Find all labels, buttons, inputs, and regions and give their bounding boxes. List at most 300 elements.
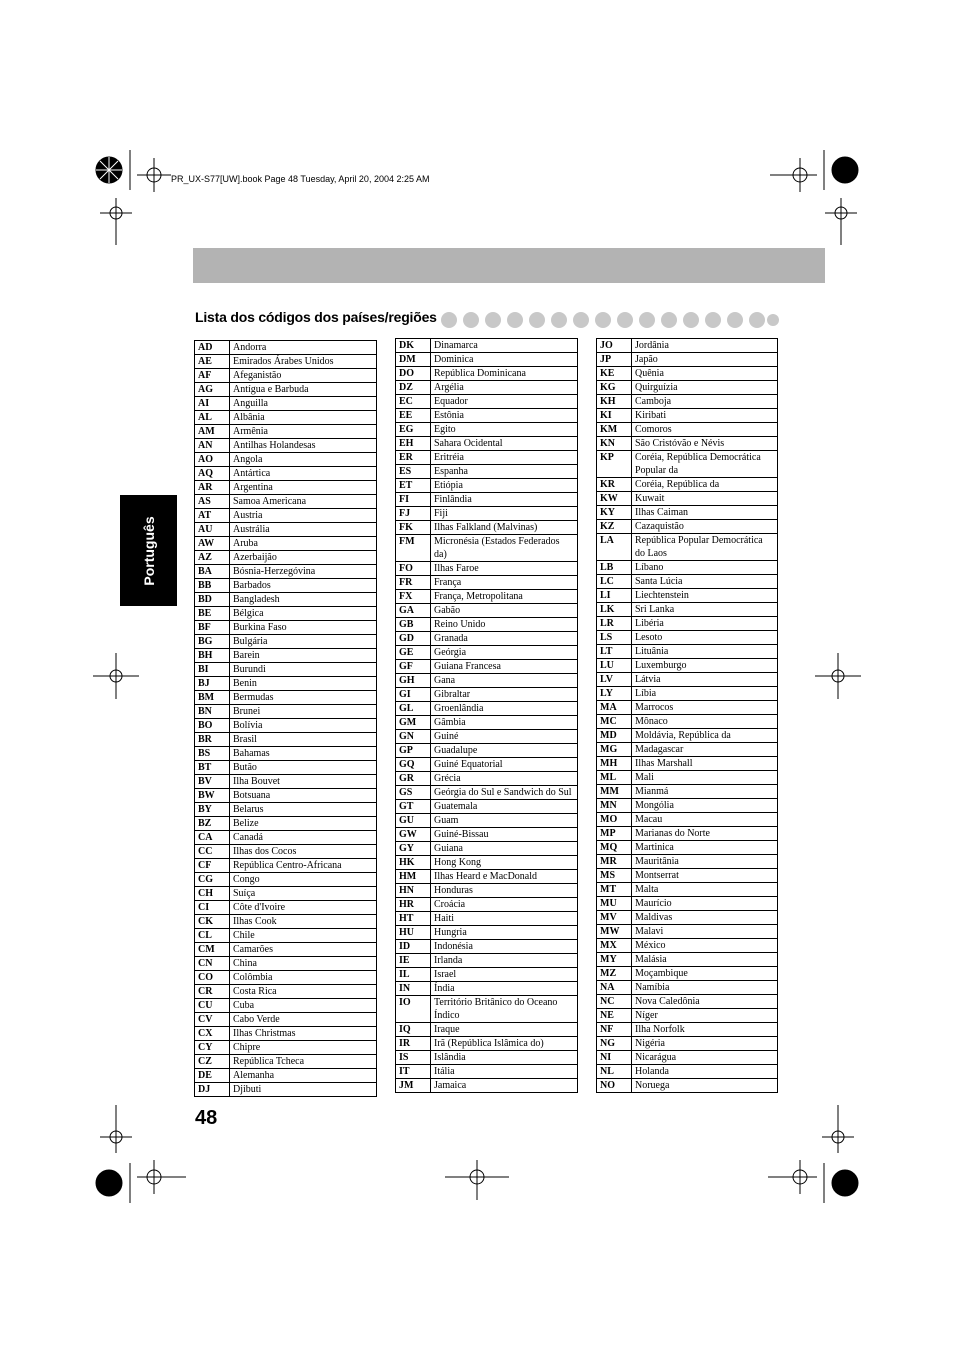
country-code: CR	[195, 985, 230, 999]
table-row	[396, 451, 578, 465]
table-row	[195, 537, 377, 551]
country-code: MC	[597, 715, 632, 729]
table-row	[597, 409, 778, 423]
table-row	[195, 789, 377, 803]
country-name: Guatemala	[431, 800, 578, 814]
country-name: Moçambique	[632, 967, 778, 981]
country-code: LU	[597, 659, 632, 673]
table-row	[396, 702, 578, 716]
country-name: Jordânia	[632, 339, 778, 353]
country-name: Ilhas Marshall	[632, 757, 778, 771]
country-name: Dinamarca	[431, 339, 578, 353]
table-row	[597, 869, 778, 883]
table-row	[396, 562, 578, 576]
country-name: Marrocos	[632, 701, 778, 715]
country-code: HN	[396, 884, 431, 898]
country-name: Malavi	[632, 925, 778, 939]
country-name: Butão	[230, 761, 377, 775]
table-row	[195, 677, 377, 691]
country-code: NE	[597, 1009, 632, 1023]
country-code: CX	[195, 1027, 230, 1041]
country-name: Kuwait	[632, 492, 778, 506]
country-code: KY	[597, 506, 632, 520]
country-name: Benin	[230, 677, 377, 691]
country-name: Cabo Verde	[230, 1013, 377, 1027]
country-name: República Tcheca	[230, 1055, 377, 1069]
table-row	[396, 353, 578, 367]
country-code: NC	[597, 995, 632, 1009]
table-row	[195, 523, 377, 537]
country-code: FI	[396, 493, 431, 507]
file-info-header: PR_UX-S77[UW].book Page 48 Tuesday, April 20, 2004 2:25 AM	[171, 174, 430, 184]
country-code: BE	[195, 607, 230, 621]
table-row	[597, 534, 778, 561]
table-row	[195, 467, 377, 481]
table-row	[597, 492, 778, 506]
country-name: Nicarágua	[632, 1051, 778, 1065]
table-row	[396, 507, 578, 521]
table-row	[597, 813, 778, 827]
table-row	[396, 632, 578, 646]
country-name: França	[431, 576, 578, 590]
table-row	[396, 604, 578, 618]
country-code: EE	[396, 409, 431, 423]
table-row	[597, 897, 778, 911]
table-row	[396, 1065, 578, 1079]
country-name: Mianmá	[632, 785, 778, 799]
country-code: GR	[396, 772, 431, 786]
country-code: FK	[396, 521, 431, 535]
country-name: Grécia	[431, 772, 578, 786]
country-code: MA	[597, 701, 632, 715]
language-tab-label: Português	[140, 515, 157, 586]
country-code: GT	[396, 800, 431, 814]
table-row	[396, 786, 578, 800]
country-name: Ilhas dos Cocos	[230, 845, 377, 859]
table-row	[396, 758, 578, 772]
country-code: BY	[195, 803, 230, 817]
country-code: CZ	[195, 1055, 230, 1069]
country-name: Honduras	[431, 884, 578, 898]
table-row	[195, 733, 377, 747]
country-name: Austria	[230, 509, 377, 523]
country-code: AG	[195, 383, 230, 397]
table-row	[396, 590, 578, 604]
country-code: GS	[396, 786, 431, 800]
country-code: NF	[597, 1023, 632, 1037]
country-name: Irlanda	[431, 954, 578, 968]
country-code: KZ	[597, 520, 632, 534]
country-code: NA	[597, 981, 632, 995]
country-code: GW	[396, 828, 431, 842]
country-code: KW	[597, 492, 632, 506]
country-code: JP	[597, 353, 632, 367]
table-row	[396, 465, 578, 479]
country-code: BM	[195, 691, 230, 705]
country-code: FO	[396, 562, 431, 576]
country-name: Quênia	[632, 367, 778, 381]
table-row	[597, 799, 778, 813]
country-name: Armênia	[230, 425, 377, 439]
country-name: República Dominicana	[431, 367, 578, 381]
country-name: Maldivas	[632, 911, 778, 925]
table-row	[195, 635, 377, 649]
country-code: GQ	[396, 758, 431, 772]
country-name: Andorra	[230, 341, 377, 355]
country-code: KH	[597, 395, 632, 409]
country-name: Bahamas	[230, 747, 377, 761]
table-row	[396, 479, 578, 493]
country-code: ER	[396, 451, 431, 465]
table-row	[396, 1079, 578, 1093]
country-code: IE	[396, 954, 431, 968]
table-row	[597, 715, 778, 729]
country-code: AW	[195, 537, 230, 551]
country-code: BJ	[195, 677, 230, 691]
country-name: Argélia	[431, 381, 578, 395]
country-code: KR	[597, 478, 632, 492]
table-row	[195, 425, 377, 439]
table-row	[597, 1023, 778, 1037]
table-row	[597, 367, 778, 381]
table-row	[195, 943, 377, 957]
table-row	[195, 915, 377, 929]
country-code: GP	[396, 744, 431, 758]
country-code: LY	[597, 687, 632, 701]
table-row	[597, 939, 778, 953]
table-row	[396, 814, 578, 828]
country-name: Nova Caledônia	[632, 995, 778, 1009]
country-code: BA	[195, 565, 230, 579]
country-code: GH	[396, 674, 431, 688]
table-row	[195, 1041, 377, 1055]
table-row	[597, 451, 778, 478]
country-name: Ilha Bouvet	[230, 775, 377, 789]
country-code: MS	[597, 869, 632, 883]
country-code-table-1	[194, 340, 377, 1097]
country-code: CL	[195, 929, 230, 943]
country-code: HT	[396, 912, 431, 926]
country-code: AF	[195, 369, 230, 383]
country-name: Colômbia	[230, 971, 377, 985]
country-name: Guiné Equatorial	[431, 758, 578, 772]
country-code: EG	[396, 423, 431, 437]
country-code: MW	[597, 925, 632, 939]
country-code: MY	[597, 953, 632, 967]
country-name: Montserrat	[632, 869, 778, 883]
country-name: Libéria	[632, 617, 778, 631]
table-row	[195, 817, 377, 831]
country-name: Gâmbia	[431, 716, 578, 730]
table-row	[396, 884, 578, 898]
country-name: Sri Lanka	[632, 603, 778, 617]
table-row	[195, 369, 377, 383]
country-name: Guiné-Bissau	[431, 828, 578, 842]
language-tab	[120, 495, 177, 606]
table-row	[195, 383, 377, 397]
country-code: AS	[195, 495, 230, 509]
country-code: GM	[396, 716, 431, 730]
country-name: Ilhas Falkland (Malvinas)	[431, 521, 578, 535]
table-row	[396, 618, 578, 632]
country-code: AQ	[195, 467, 230, 481]
table-row	[396, 842, 578, 856]
country-code: IR	[396, 1037, 431, 1051]
table-row	[597, 925, 778, 939]
section-title: Lista dos códigos dos países/regiões	[195, 309, 437, 325]
country-name: Luxemburgo	[632, 659, 778, 673]
country-name: Lesoto	[632, 631, 778, 645]
country-code: NL	[597, 1065, 632, 1079]
country-code: AU	[195, 523, 230, 537]
table-row	[396, 954, 578, 968]
country-code: IQ	[396, 1023, 431, 1037]
table-row	[396, 968, 578, 982]
country-code: MD	[597, 729, 632, 743]
table-row	[195, 355, 377, 369]
table-row	[396, 856, 578, 870]
table-row	[195, 985, 377, 999]
table-row	[396, 423, 578, 437]
table-row	[597, 339, 778, 353]
country-name: Brasil	[230, 733, 377, 747]
table-row	[396, 688, 578, 702]
country-name: Irã (República Islâmica do)	[431, 1037, 578, 1051]
country-name: Geórgia	[431, 646, 578, 660]
table-row	[597, 381, 778, 395]
country-code: ID	[396, 940, 431, 954]
country-name: Gabão	[431, 604, 578, 618]
country-name: Chile	[230, 929, 377, 943]
country-name: Ilhas Faroe	[431, 562, 578, 576]
country-code: AL	[195, 411, 230, 425]
country-code: MX	[597, 939, 632, 953]
country-code: MZ	[597, 967, 632, 981]
country-name: Antilhas Holandesas	[230, 439, 377, 453]
country-code: BZ	[195, 817, 230, 831]
table-row	[195, 957, 377, 971]
country-name: Ilhas Christmas	[230, 1027, 377, 1041]
country-name: Canadá	[230, 831, 377, 845]
country-code: IS	[396, 1051, 431, 1065]
country-code: KM	[597, 423, 632, 437]
country-name: Líbia	[632, 687, 778, 701]
country-code: HU	[396, 926, 431, 940]
country-code: HK	[396, 856, 431, 870]
country-code: AO	[195, 453, 230, 467]
country-name: Burundi	[230, 663, 377, 677]
country-code: IO	[396, 996, 431, 1023]
country-name: Espanha	[431, 465, 578, 479]
country-code: DO	[396, 367, 431, 381]
decorative-dots	[440, 311, 780, 329]
country-name: Alemanha	[230, 1069, 377, 1083]
country-name: Djibuti	[230, 1083, 377, 1097]
country-name: Bulgária	[230, 635, 377, 649]
country-code: AD	[195, 341, 230, 355]
country-name: Malásia	[632, 953, 778, 967]
table-row	[597, 423, 778, 437]
country-name: Mali	[632, 771, 778, 785]
country-code: DK	[396, 339, 431, 353]
country-name: Mauritânia	[632, 855, 778, 869]
country-code: EH	[396, 437, 431, 451]
country-code: GA	[396, 604, 431, 618]
table-row	[597, 617, 778, 631]
table-row	[195, 341, 377, 355]
table-row	[195, 397, 377, 411]
country-name: Martinica	[632, 841, 778, 855]
country-code: GB	[396, 618, 431, 632]
country-name: Côte d'Ivoire	[230, 901, 377, 915]
country-code: MN	[597, 799, 632, 813]
country-code: FM	[396, 535, 431, 562]
country-name: Iraque	[431, 1023, 578, 1037]
country-code: DM	[396, 353, 431, 367]
country-code: MM	[597, 785, 632, 799]
country-code: BN	[195, 705, 230, 719]
table-row	[396, 800, 578, 814]
country-code: JO	[597, 339, 632, 353]
country-code: ES	[396, 465, 431, 479]
table-row	[195, 663, 377, 677]
country-code: NG	[597, 1037, 632, 1051]
country-name: Belize	[230, 817, 377, 831]
table-row	[597, 673, 778, 687]
table-row	[597, 953, 778, 967]
table-row	[597, 395, 778, 409]
country-code-table-2	[395, 338, 578, 1093]
country-code: KG	[597, 381, 632, 395]
country-code: MQ	[597, 841, 632, 855]
country-name: Croácia	[431, 898, 578, 912]
country-code: MG	[597, 743, 632, 757]
table-row	[396, 339, 578, 353]
country-code: LR	[597, 617, 632, 631]
country-code: GI	[396, 688, 431, 702]
country-name: Mônaco	[632, 715, 778, 729]
country-code: JM	[396, 1079, 431, 1093]
table-row	[597, 743, 778, 757]
country-name: Níger	[632, 1009, 778, 1023]
page-number: 48	[195, 1107, 218, 1129]
table-row	[597, 827, 778, 841]
table-row	[195, 565, 377, 579]
country-code: CM	[195, 943, 230, 957]
country-name: Equador	[431, 395, 578, 409]
country-name: Noruega	[632, 1079, 778, 1093]
country-name: Marianas do Norte	[632, 827, 778, 841]
country-code: IL	[396, 968, 431, 982]
country-name: República Popular Democrática do Laos	[632, 534, 778, 561]
table-row	[597, 353, 778, 367]
country-code: AN	[195, 439, 230, 453]
country-code: BD	[195, 593, 230, 607]
country-name: Madagascar	[632, 743, 778, 757]
country-name: Bangladesh	[230, 593, 377, 607]
country-name: Antígua e Barbuda	[230, 383, 377, 397]
table-row	[597, 603, 778, 617]
table-row	[597, 687, 778, 701]
table-row	[597, 506, 778, 520]
country-name: Maurício	[632, 897, 778, 911]
country-code: LA	[597, 534, 632, 561]
country-name: Belarus	[230, 803, 377, 817]
country-code: BT	[195, 761, 230, 775]
country-name: Austrália	[230, 523, 377, 537]
country-code: MU	[597, 897, 632, 911]
table-row	[396, 660, 578, 674]
table-row	[597, 575, 778, 589]
country-code: GU	[396, 814, 431, 828]
country-code: FR	[396, 576, 431, 590]
country-code: CI	[195, 901, 230, 915]
country-code: MT	[597, 883, 632, 897]
table-row	[396, 409, 578, 423]
country-name: Indonésia	[431, 940, 578, 954]
country-code: DZ	[396, 381, 431, 395]
country-name: Itália	[431, 1065, 578, 1079]
country-code: KN	[597, 437, 632, 451]
country-name: Angola	[230, 453, 377, 467]
table-row	[195, 649, 377, 663]
country-code: CV	[195, 1013, 230, 1027]
country-name: Reino Unido	[431, 618, 578, 632]
country-code: BS	[195, 747, 230, 761]
country-name: Coréia, República Democrática Popular da	[632, 451, 778, 478]
table-row	[195, 607, 377, 621]
table-row	[195, 1069, 377, 1083]
table-row	[195, 1013, 377, 1027]
country-code: KP	[597, 451, 632, 478]
table-row	[195, 873, 377, 887]
country-name: Chipre	[230, 1041, 377, 1055]
country-name: Ilhas Cook	[230, 915, 377, 929]
country-name: Guiana	[431, 842, 578, 856]
country-name: Estônia	[431, 409, 578, 423]
table-row	[195, 901, 377, 915]
table-row	[396, 1037, 578, 1051]
country-code: IT	[396, 1065, 431, 1079]
country-name: Índia	[431, 982, 578, 996]
table-row	[396, 730, 578, 744]
gray-header-band	[193, 248, 825, 283]
country-name: Holanda	[632, 1065, 778, 1079]
country-name: Líbano	[632, 561, 778, 575]
country-name: Barbados	[230, 579, 377, 593]
country-name: Samoa Americana	[230, 495, 377, 509]
country-name: Suíça	[230, 887, 377, 901]
country-code: GD	[396, 632, 431, 646]
country-name: Etiópia	[431, 479, 578, 493]
country-name: Ilhas Heard e MacDonald	[431, 870, 578, 884]
country-name: Costa Rica	[230, 985, 377, 999]
table-row	[396, 521, 578, 535]
table-row	[597, 478, 778, 492]
table-row	[597, 729, 778, 743]
table-row	[195, 691, 377, 705]
table-row	[396, 493, 578, 507]
country-code: EC	[396, 395, 431, 409]
country-code: HR	[396, 898, 431, 912]
table-row	[396, 996, 578, 1023]
country-name: Bósnia-Herzegóvina	[230, 565, 377, 579]
table-row	[396, 674, 578, 688]
table-row	[195, 719, 377, 733]
country-code: LI	[597, 589, 632, 603]
table-row	[195, 411, 377, 425]
country-name: República Centro-Africana	[230, 859, 377, 873]
